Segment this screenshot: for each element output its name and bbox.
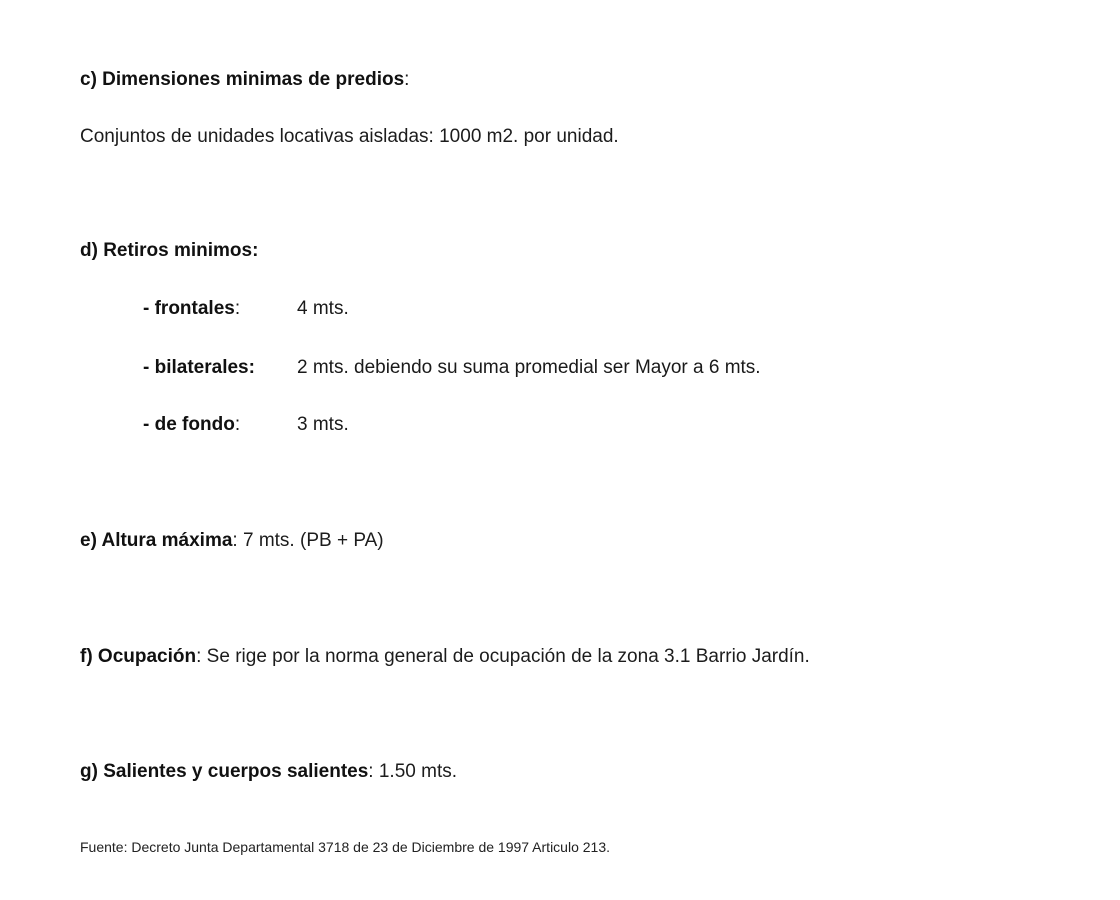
retiro-item-value: 2 mts. debiendo su suma promedial ser Mayor a 6 mts.	[297, 357, 761, 378]
section-f-heading: f) Ocupación	[80, 646, 197, 667]
section-f	[80, 645, 810, 669]
retiro-item-label	[143, 413, 297, 437]
retiro-item-bilaterales	[143, 356, 761, 380]
retiro-item-frontales	[143, 297, 349, 321]
section-g-text: : 1.50 mts.	[368, 761, 457, 782]
section-d-heading-text: d) Retiros minimos:	[80, 240, 259, 261]
retiro-label-fondo: - de fondo	[143, 414, 235, 435]
retiro-item-label	[143, 297, 297, 321]
section-c-text: Conjuntos de unidades locativas aisladas: 1000 m2. por unidad.	[80, 126, 619, 147]
retiro-item-value: 3 mts.	[297, 414, 349, 435]
retiro-label-frontales: - frontales	[143, 298, 235, 319]
section-f-text: : Se rige por la norma general de ocupación de la zona 3.1 Barrio Jardín.	[196, 646, 810, 667]
section-e-heading: e) Altura máxima	[80, 530, 233, 551]
section-e	[80, 529, 384, 553]
section-e-text: : 7 mts. (PB + PA)	[232, 530, 384, 551]
section-c-heading-suffix: :	[404, 69, 410, 90]
retiro-item-label	[143, 356, 297, 380]
section-c-heading-text: c) Dimensiones minimas de predios	[80, 69, 405, 90]
section-g-heading: g) Salientes y cuerpos salientes	[80, 761, 369, 782]
retiro-colon-frontales: :	[234, 298, 241, 319]
section-d-heading	[80, 239, 258, 263]
section-g	[80, 760, 457, 784]
retiro-item-value: 4 mts.	[297, 298, 349, 319]
retiro-label-bilaterales: - bilaterales:	[143, 357, 255, 378]
section-c-heading	[80, 68, 409, 92]
retiro-colon-fondo: :	[234, 414, 241, 435]
retiro-item-fondo	[143, 413, 349, 437]
source-footnote: Fuente: Decreto Junta Departamental 3718 de 23 de Diciembre de 1997 Articulo 213.	[80, 839, 610, 855]
